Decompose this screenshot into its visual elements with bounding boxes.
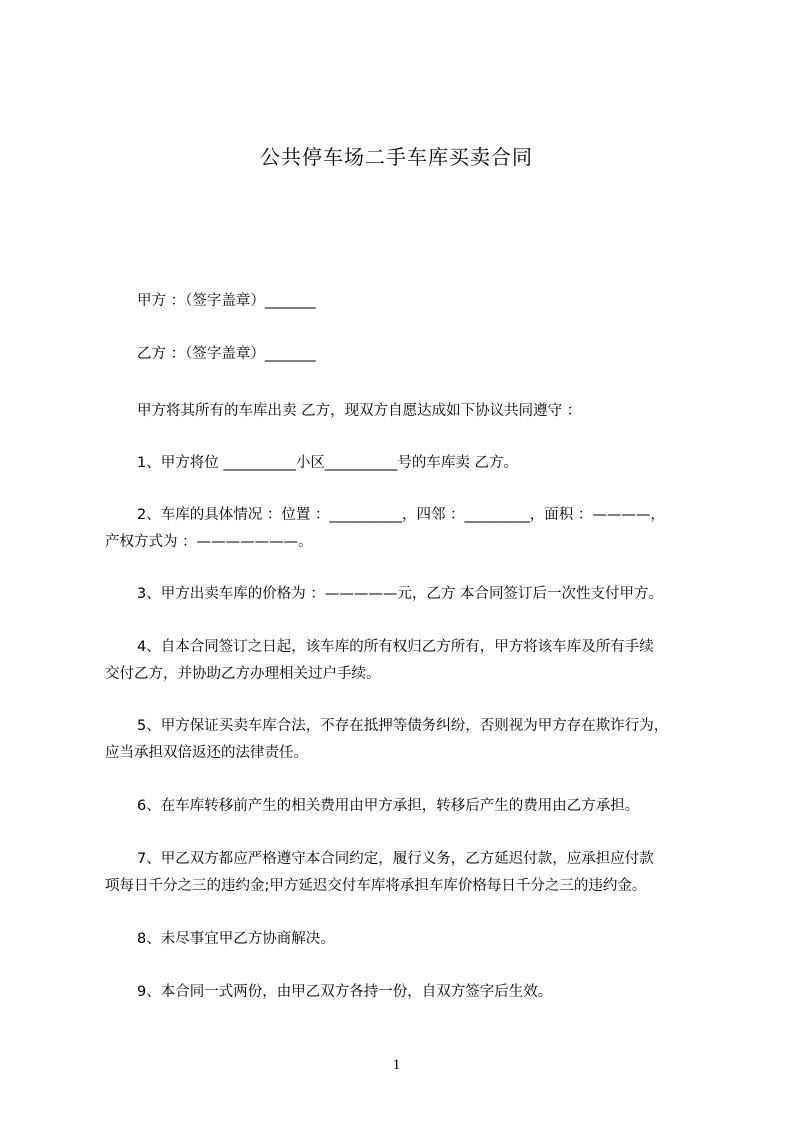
- clause-5-line-1: 5、甲方保证买卖车库合法，不存在抵押等债务纠纷，否则视为甲方存在欺诈行为，: [137, 718, 669, 734]
- clause-5-line-2: 应当承担双倍返还的法律责任。: [105, 745, 308, 761]
- clause-3: 3、甲方出卖车库的价格为 ：—————元，乙方 本合同签订后一次性支付甲方。: [137, 586, 663, 602]
- clause-2-line-2: 产权方式为 ：———————。: [105, 534, 313, 550]
- clause-9: 9、本合同一式两份，由甲乙双方各持一份，自双方签字后生效。: [137, 984, 553, 1000]
- party-a-signature-line: 甲方 ：（签字盖章）_______: [137, 293, 316, 309]
- clause-8: 8、未尽事宜甲乙方协商解决。: [137, 931, 335, 947]
- clause-1: 1、甲方将位 __________小区__________号的车库卖 乙方。: [137, 455, 518, 471]
- contract-intro: 甲方将其所有的车库出卖 乙方，现双方自愿达成如下协议共同遵守 ：: [137, 403, 582, 419]
- page-number: 1: [392, 1057, 401, 1073]
- clause-7-line-2: 项每日千分之三的违约金;甲方延迟交付车库将承担车库价格每日千分之三的违约金。: [105, 878, 647, 894]
- clause-4-line-1: 4、自本合同签订之日起，该车库的所有权归乙方所有，甲方将该车库及所有手续: [137, 639, 654, 655]
- clause-4-line-2: 交付乙方，并协助乙方办理相关过户手续。: [105, 666, 381, 682]
- party-b-signature-line: 乙方 ：（签字盖章）_______: [137, 346, 316, 362]
- clause-2-line-1: 2、车库的具体情况 ：位置 ：__________，四邻 ：_________，面积 ：————，: [137, 507, 665, 523]
- clause-6: 6、在车库转移前产生的相关费用由甲方承担，转移后产生的费用由乙方承担。: [137, 798, 640, 814]
- contract-title: 公共停车场二手车库买卖合同: [260, 145, 533, 169]
- clause-7-line-1: 7、甲乙双方都应严格遵守本合同约定，履行义务，乙方延迟付款，应承担应付款: [137, 851, 654, 867]
